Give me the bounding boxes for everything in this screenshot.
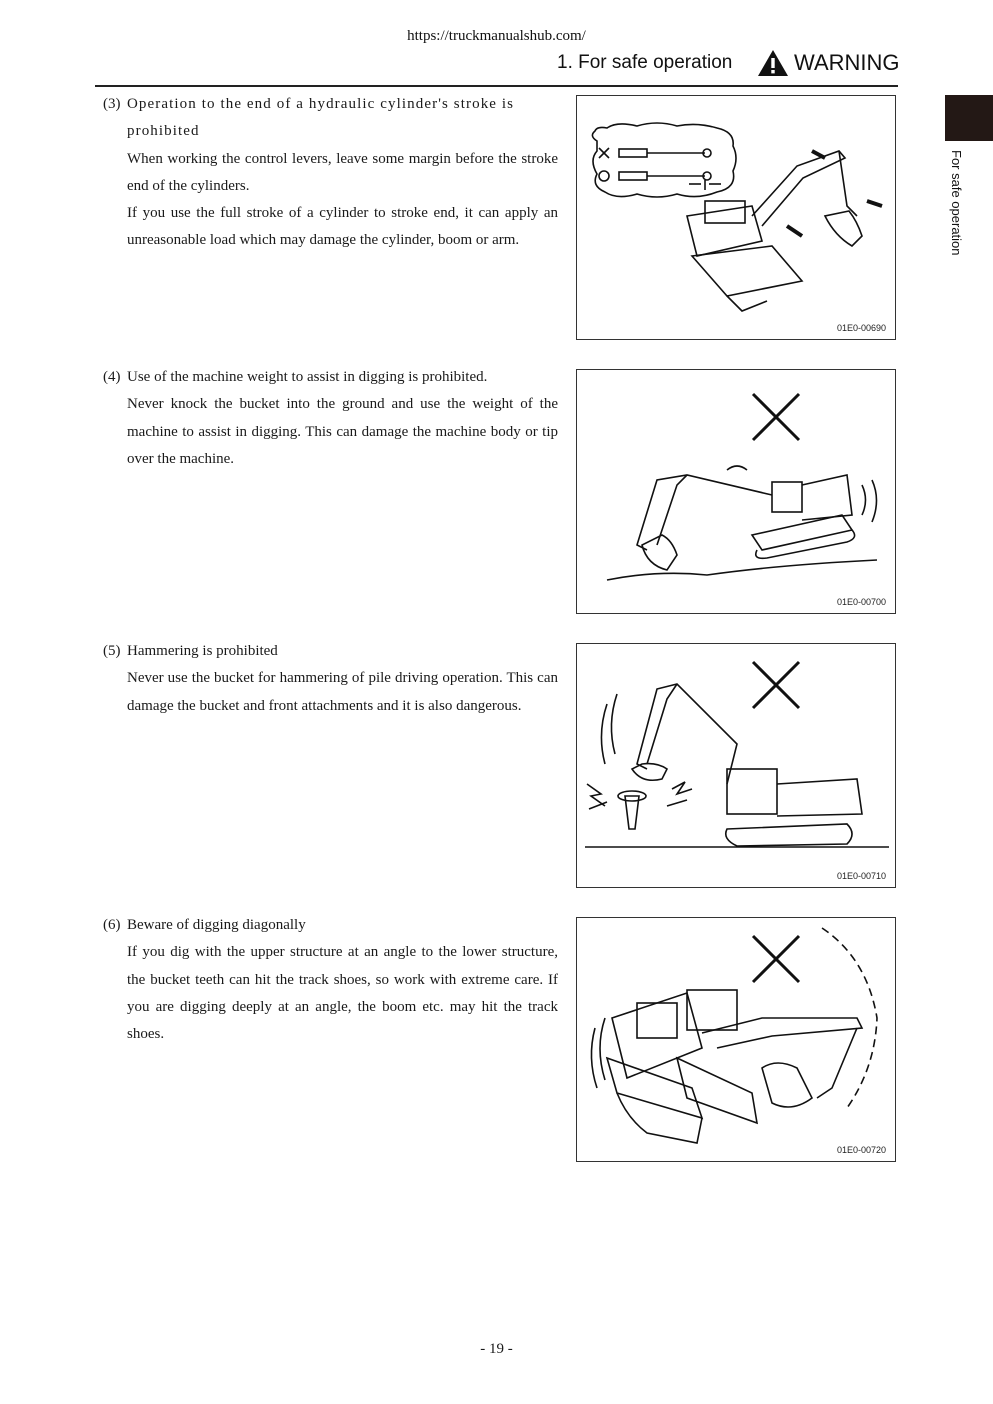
item-5 [103,638,558,720]
chapter-title: 1. For safe operation [557,52,733,73]
excavator-diagonal-illustration [577,918,897,1163]
item-paragraph: If you dig with the upper structure at an angle to the lower structure, the bucket teeth can hit the track shoes, so work with extreme care. If you are digging deeply at an angle, the boom etc. may hit the track shoes. [127,944,558,1043]
item-heading: Use of the machine weight to assist in digging is prohibited. [127,369,488,385]
figure-code: 01E0-00700 [836,597,886,607]
figure-machine-weight [576,369,896,614]
item-number: (4) [103,369,121,385]
warning-label: WARNING [794,50,900,75]
item-paragraph: Never use the bucket for hammering of pile driving operation. This can damage the bucket and front attachments and it is also dangerous. [127,670,558,714]
excavator-weight-illustration [577,370,897,615]
item-paragraph: If you use the full stroke of a cylinder to stroke end, it can apply an unreasonable load which may damage the cylinder, boom or arm. [127,205,558,249]
page-number: - 19 - [480,1341,513,1357]
figure-code: 01E0-00690 [836,323,886,333]
warning-triangle-icon [757,49,789,77]
figure-hammering [576,643,896,888]
item-heading: Hammering is prohibited [127,643,278,659]
excavator-hammering-illustration [577,644,897,889]
figure-code: 01E0-00720 [836,1145,886,1155]
item-number: (5) [103,643,121,659]
item-number: (3) [103,96,121,112]
item-number: (6) [103,917,121,933]
source-url: https://truckmanualshub.com/ [407,28,586,44]
item-4 [103,364,558,473]
header-divider [95,85,898,87]
item-heading: Beware of digging diagonally [127,917,306,933]
item-paragraph: When working the control levers, leave some margin before the stroke end of the cylinders. [127,150,558,194]
excavator-stroke-illustration [577,96,897,341]
chapter-tab-label: For safe operation [949,150,964,256]
item-paragraph: Never knock the bucket into the ground and use the weight of the machine to assist in digging. This can damage the machine body or tip over the machine. [127,396,558,467]
figure-code: 01E0-00710 [836,871,886,881]
figure-cylinder-stroke [576,95,896,340]
item-6 [103,912,558,1048]
item-heading: Operation to the end of a hydraulic cylinder's stroke is prohibited [127,96,515,140]
chapter-tab-marker [945,95,993,141]
item-3 [103,91,558,255]
figure-diagonal-digging [576,917,896,1162]
